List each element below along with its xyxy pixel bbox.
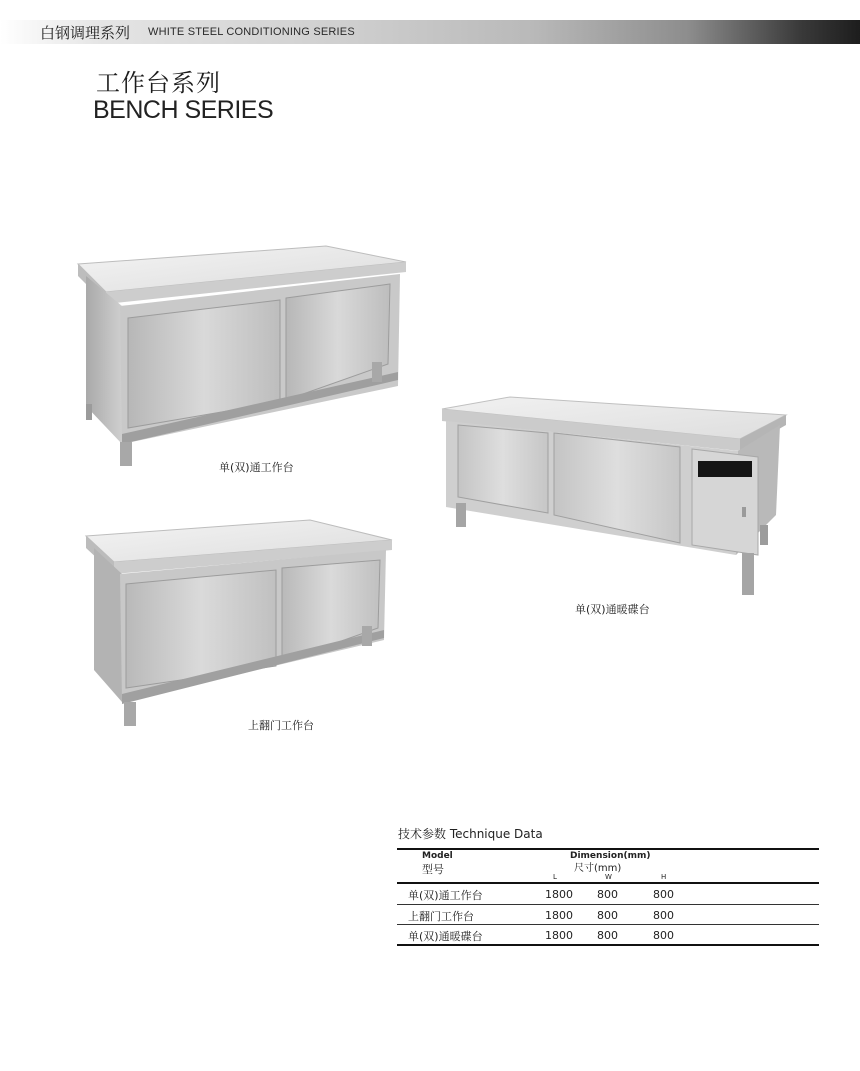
section-title-en: BENCH SERIES — [93, 96, 274, 124]
row-model: 上翻门工作台 — [408, 910, 474, 923]
section-title-cn: 工作台系列 — [96, 69, 221, 97]
product-image-flip-door-workbench — [84, 518, 396, 730]
table-rule-header — [397, 882, 819, 884]
row-model: 单(双)通工作台 — [408, 889, 483, 902]
row-length: 1800 — [545, 909, 573, 922]
row-height: 800 — [653, 909, 674, 922]
header-col-l: L — [553, 873, 557, 881]
series-title-en: WHITE STEEL CONDITIONING SERIES — [148, 26, 355, 38]
table-rule-bottom — [397, 944, 819, 946]
header-dimension-cn: 尺寸(mm) — [574, 863, 622, 874]
row-width: 800 — [597, 888, 618, 901]
header-col-w: W — [605, 873, 612, 881]
header-bar — [0, 20, 860, 44]
row-model: 单(双)通暖碟台 — [408, 930, 483, 943]
table-rule-row — [397, 904, 819, 905]
header-model-en: Model — [422, 851, 453, 861]
product-image-workbench — [76, 244, 410, 470]
product-caption: 单(双)通暖碟台 — [575, 603, 650, 616]
header-col-h: H — [661, 873, 667, 881]
row-length: 1800 — [545, 888, 573, 901]
product-caption: 单(双)通工作台 — [219, 461, 294, 474]
header-model-cn: 型号 — [422, 863, 444, 876]
product-caption: 上翻门工作台 — [248, 719, 314, 732]
row-width: 800 — [597, 909, 618, 922]
series-title-cn: 白钢调理系列 — [40, 24, 131, 42]
tech-data-title: 技术参数 Technique Data — [398, 827, 543, 841]
row-width: 800 — [597, 929, 618, 942]
row-height: 800 — [653, 929, 674, 942]
row-length: 1800 — [545, 929, 573, 942]
table-rule-top — [397, 848, 819, 850]
product-image-warming-cabinet — [440, 395, 788, 599]
header-dimension-en: Dimension(mm) — [570, 851, 651, 861]
row-height: 800 — [653, 888, 674, 901]
table-rule-row — [397, 924, 819, 925]
